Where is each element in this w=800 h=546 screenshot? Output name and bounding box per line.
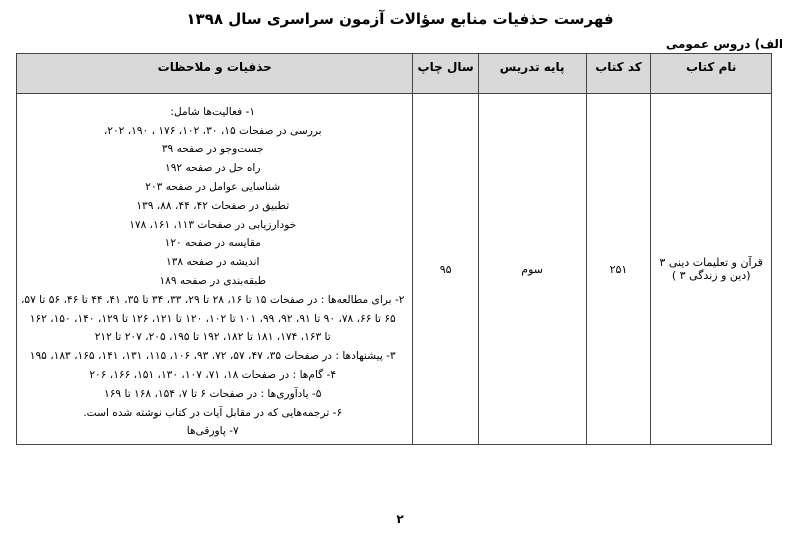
note-line: تا ۱۶۳، ۱۷۴، ۱۸۱ تا ۱۸۲، ۱۹۲ تا ۱۹۵، ۲۰۵، ۲۰۷ تا ۲۱۲ bbox=[94, 331, 331, 344]
note-line: تطبیق در صفحات ۴۲، ۴۴، ۸۸، ۱۳۹ bbox=[136, 199, 290, 212]
book-name-line2: (دین و زندگی ۳ ) bbox=[671, 269, 751, 282]
note-line: ۶- ترجمه‌هایی که در مقابل آیات در کتاب نوشته شده است. bbox=[83, 406, 343, 419]
table-row bbox=[17, 94, 772, 445]
note-line: شناسایی عوامل در صفحه ۲۰۳ bbox=[145, 181, 281, 194]
cell-grade: سوم bbox=[478, 94, 586, 445]
note-line: راه حل در صفحه ۱۹۲ bbox=[165, 162, 261, 175]
note-line: ۶۵ تا ۶۶، ۷۸، ۹۰ تا ۹۱، ۹۲، ۹۹، ۱۰۱ تا ۱۰۲، ۱۲۰ تا ۱۲۱، ۱۲۶ تا ۱۲۹، ۱۴۰، ۱۵۰، ۱۶۲ bbox=[29, 312, 396, 325]
note-line: ۱- فعالیت‌ها شامل: bbox=[170, 105, 256, 118]
header-book-code: کد کتاب bbox=[586, 54, 651, 94]
note-line: ۷- پاورقی‌ها bbox=[186, 425, 239, 438]
book-name-line1: قرآن و تعلیمات دینی ۳ bbox=[659, 256, 763, 269]
header-year: سال چاپ bbox=[413, 54, 478, 94]
cell-book-code: ۲۵۱ bbox=[586, 94, 651, 445]
header-book-name: نام کتاب bbox=[651, 54, 772, 94]
cell-book-name bbox=[651, 94, 772, 445]
note-line: بررسی در صفحات ۱۵، ۳۰، ۱۰۲، ۱۷۶ ، ۱۹۰، ۲۰۲، bbox=[103, 124, 322, 137]
note-line: خودارزیابی در صفحات ۱۱۳، ۱۶۱، ۱۷۸ bbox=[129, 218, 297, 231]
cell-year: ۹۵ bbox=[413, 94, 478, 445]
section-label: الف) دروس عمومی bbox=[665, 37, 783, 51]
note-line: ۳- پیشنهادها : در صفحات ۳۵، ۴۷، ۵۷، ۷۲، ۹۳، ۱۰۶، ۱۱۵، ۱۳۱، ۱۴۱، ۱۶۵، ۱۸۳، ۱۹۵ bbox=[29, 350, 396, 363]
note-line: ۵- یادآوری‌ها : در صفحات ۶ تا ۷، ۱۵۴، ۱۶۸ تا ۱۶۹ bbox=[104, 387, 322, 400]
note-line: طبقه‌بندی در صفحه ۱۸۹ bbox=[159, 275, 267, 287]
note-line: ۴- گام‌ها : در صفحات ۱۸، ۷۱، ۱۰۷، ۱۳۰، ۱۵۱، ۱۶۶، ۲۰۶ bbox=[89, 368, 337, 381]
header-notes: حذفیات و ملاحظات bbox=[17, 54, 413, 94]
note-line: مقایسه در صفحه ۱۲۰ bbox=[164, 237, 261, 250]
note-line: جست‌وجو در صفحه ۳۹ bbox=[161, 143, 264, 156]
cell-notes bbox=[17, 94, 413, 445]
note-line: اندیشه در صفحه ۱۳۸ bbox=[166, 256, 260, 269]
page-number: ۲ bbox=[396, 512, 404, 526]
document-title: فهرست حذفیات منابع سؤالات آزمون سراسری سال ۱۳۹۸ bbox=[186, 10, 614, 28]
header-grade: پایه تدریس bbox=[478, 54, 586, 94]
table-header-row bbox=[17, 54, 772, 94]
deletions-table bbox=[16, 53, 772, 445]
note-line: ۲- برای مطالعه‌ها : در صفحات ۱۵ تا ۱۶، ۲۸ تا ۲۹، ۳۳، ۳۴ تا ۳۵، ۴۱، ۴۴ تا ۴۶، ۵۶ تا ۵۷، bbox=[21, 293, 405, 306]
